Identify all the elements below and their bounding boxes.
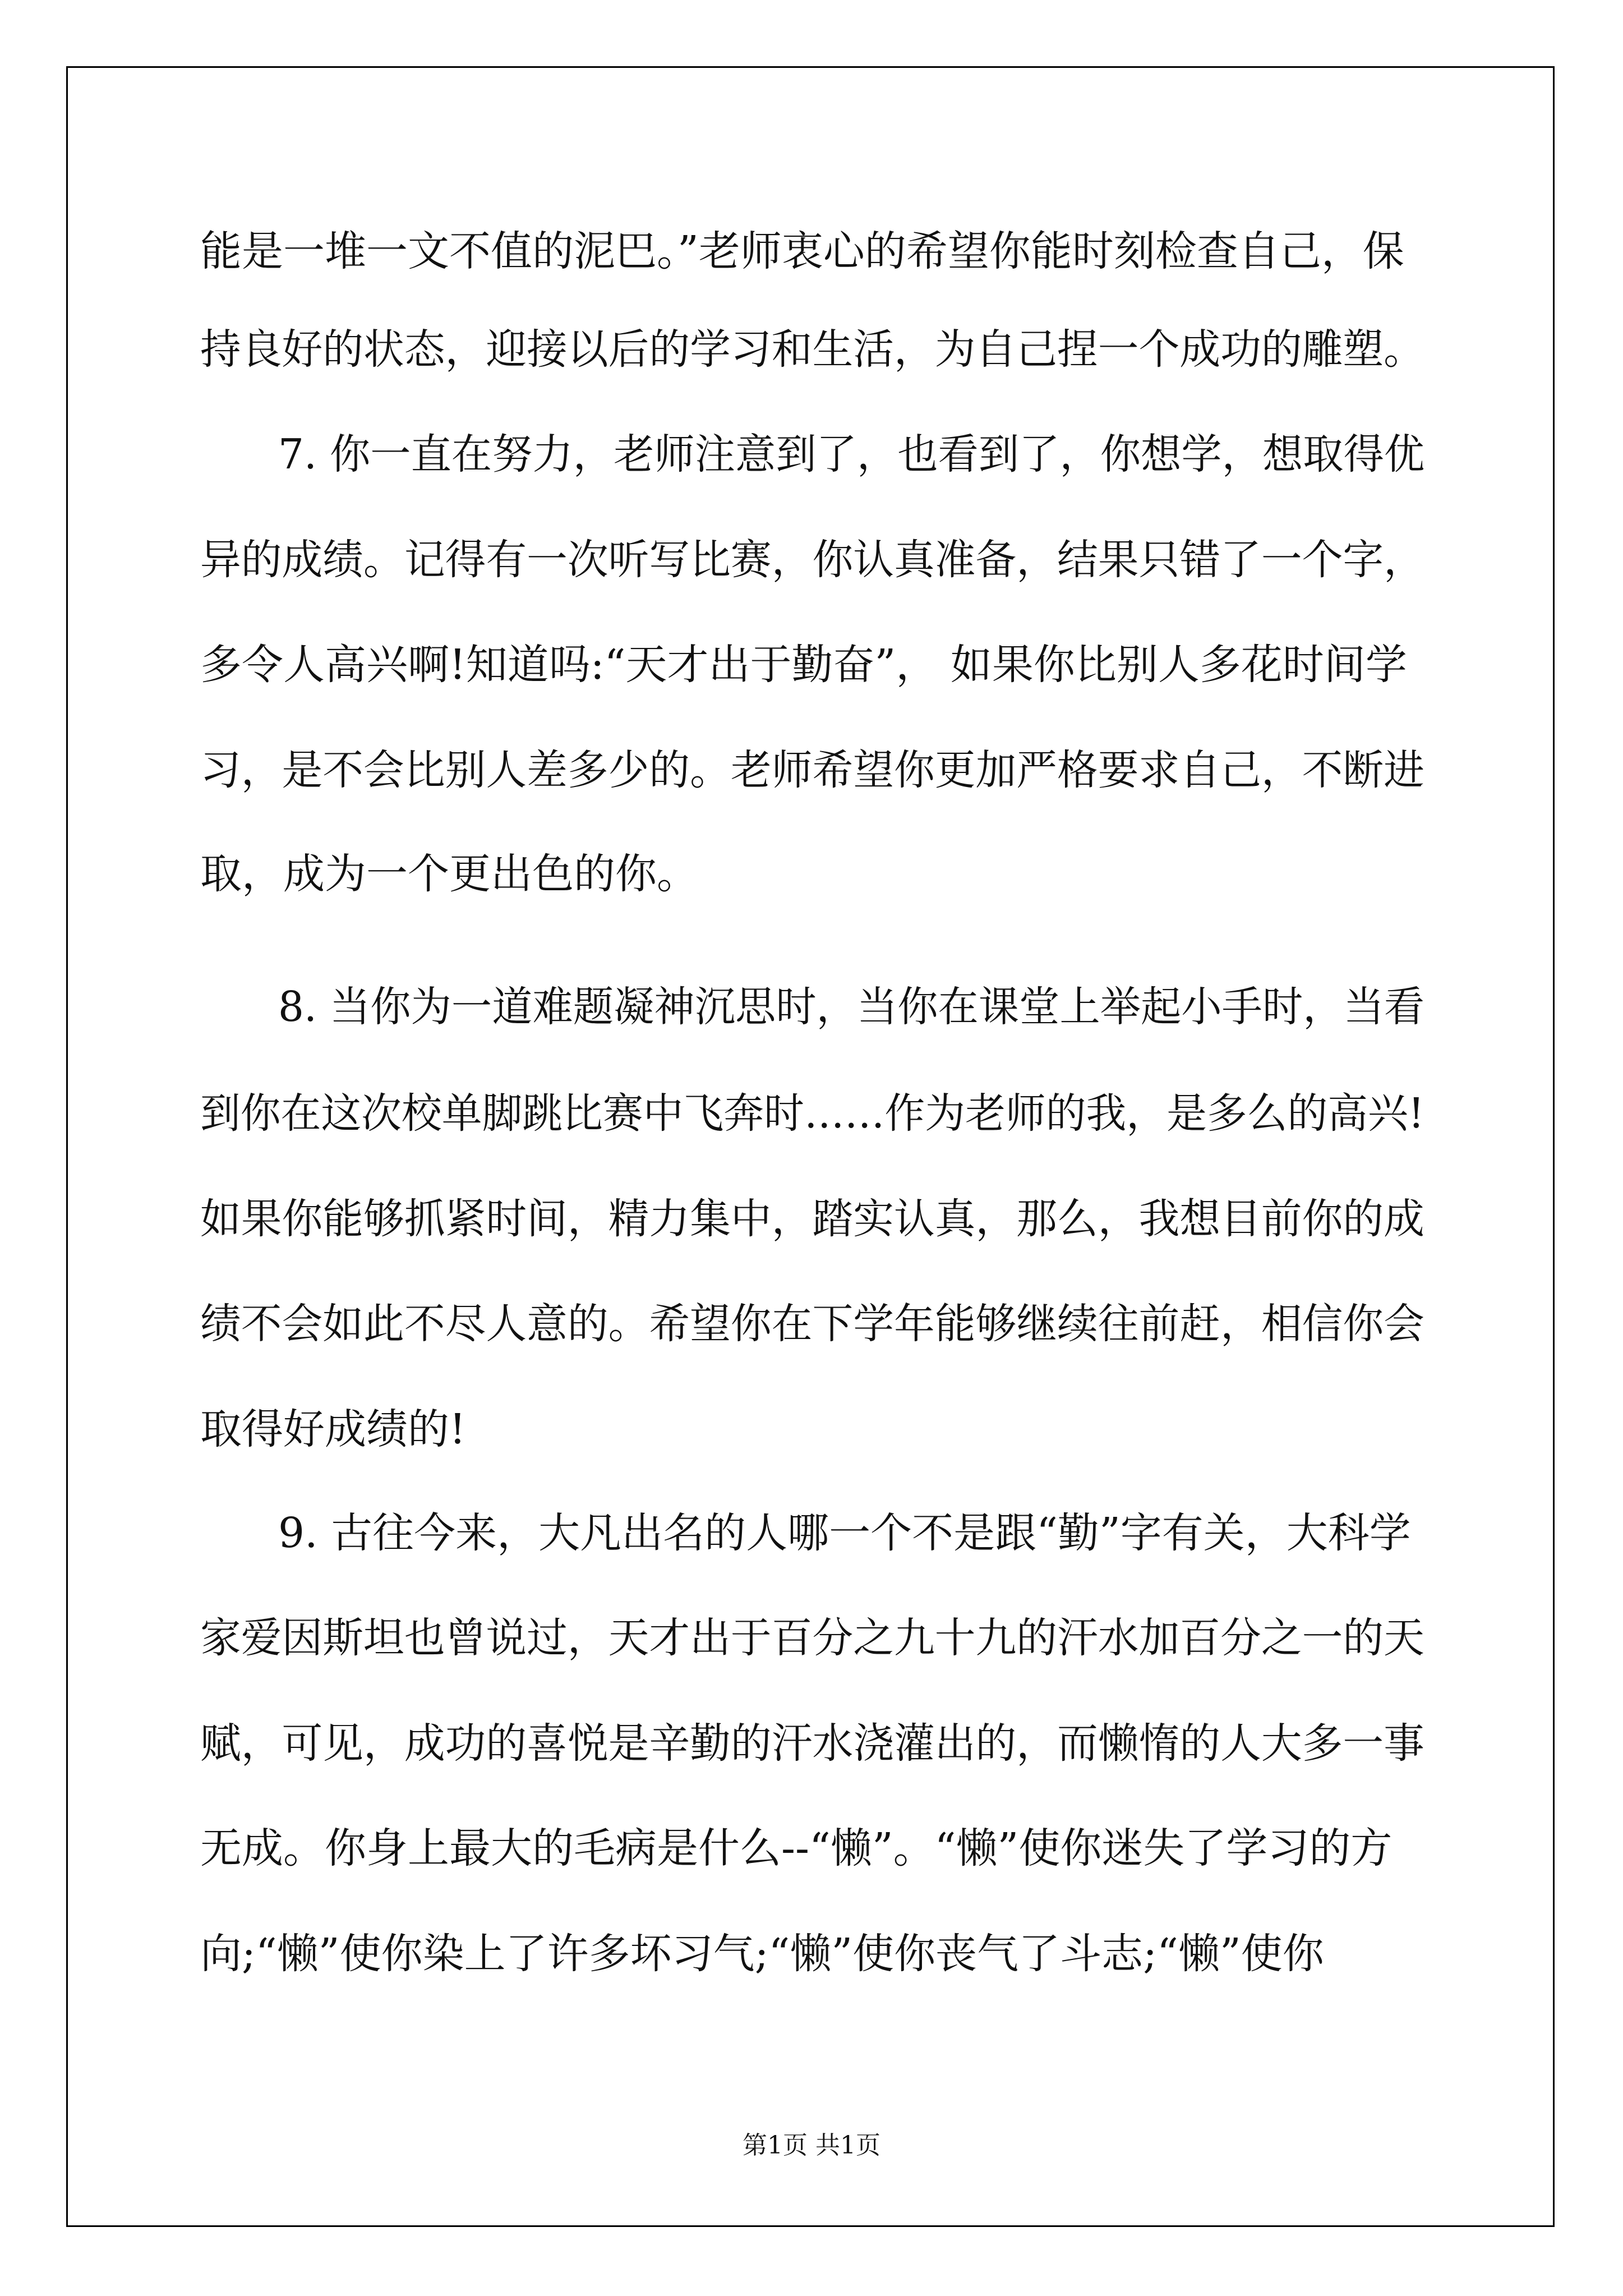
- text-line: 向;“懒”使你染上了许多坏习气;“懒”使你丧气了斗志;“懒”使你: [200, 1930, 1324, 1978]
- text-line: 多令人高兴啊!知道吗:“天才出于勤奋”， 如果你比别人多花时间学: [200, 641, 1407, 689]
- text-line: 习，是不会比别人差多少的。老师希望你更加严格要求自己，不断进: [200, 746, 1424, 794]
- paragraph-9-start: 9. 古往今来，大凡出名的人哪一个不是跟“勤”字有关，大科学: [278, 1509, 1411, 1557]
- text-line: 能是一堆一文不值的泥巴。”老师衷心的希望你能时刻检查自己，保: [200, 227, 1404, 275]
- text-line: 异的成绩。记得有一次听写比赛，你认真准备，结果只错了一个字，: [200, 536, 1424, 584]
- page-footer: 第1页 共1页: [743, 2131, 880, 2160]
- text-line: 到你在这次校单脚跳比赛中飞奔时……作为老师的我，是多么的高兴!: [200, 1089, 1424, 1138]
- text-line: 家爱因斯坦也曾说过，天才出于百分之九十九的汗水加百分之一的天: [200, 1614, 1424, 1662]
- text-line: 绩不会如此不尽人意的。希望你在下学年能够继续往前赶，相信你会: [200, 1300, 1424, 1348]
- paragraph-7-start: 7. 你一直在努力，老师注意到了，也看到了，你想学，想取得优: [278, 430, 1425, 478]
- text-line: 如果你能够抓紧时间，精力集中，踏实认真，那么，我想目前你的成: [200, 1195, 1424, 1243]
- text-line: 持良好的状态，迎接以后的学习和生活，为自己捏一个成功的雕塑。: [200, 325, 1424, 374]
- text-line: 取得好成绩的!: [200, 1405, 466, 1453]
- text-line: 取，成为一个更出色的你。: [200, 850, 698, 898]
- paragraph-8-start: 8. 当你为一道难题凝神沉思时，当你在课堂上举起小手时，当看: [278, 983, 1425, 1031]
- text-line: 赋，可见，成功的喜悦是辛勤的汗水浇灌出的，而懒惰的人大多一事: [200, 1719, 1424, 1768]
- page-border: [66, 66, 1555, 2227]
- text-line: 无成。你身上最大的毛病是什么--“懒”。“懒”使你迷失了学习的方: [200, 1824, 1393, 1872]
